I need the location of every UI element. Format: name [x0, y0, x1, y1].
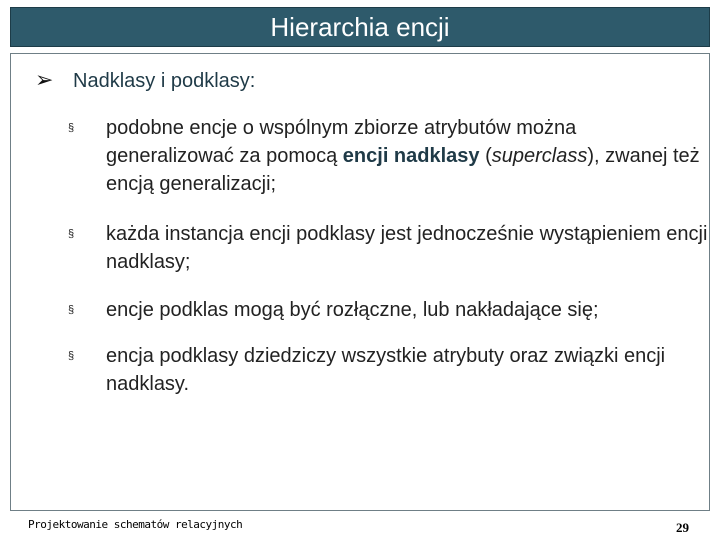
list-item: [68, 220, 708, 276]
bullet-text-segment: podobne encje o wspólnym zbiorze atrybutów można generalizować za pomocą: [106, 117, 577, 167]
section-heading-text: [73, 68, 255, 94]
bullet-text-segment: (: [479, 145, 492, 167]
bullet-text: [106, 114, 708, 198]
list-item: [68, 342, 708, 398]
bullet-marker: §: [68, 228, 75, 240]
list-item: [68, 296, 708, 324]
bullet-marker: §: [68, 350, 75, 362]
heading-part-nadklasy: Nadklasy: [73, 70, 156, 92]
section-heading: [35, 68, 255, 94]
footer-course-title: Projektowanie schematów relacyjnych: [28, 518, 243, 531]
heading-part-colon: :: [249, 70, 256, 92]
bullet-text: encja podklasy dziedziczy wszystkie atrybuty oraz związki encji nadklasy.: [106, 345, 666, 395]
arrow-bullet-icon: ➢: [35, 67, 54, 92]
page-number: 29: [676, 520, 689, 535]
slide-title-bar: [10, 7, 710, 47]
term-superclass: superclass: [491, 145, 588, 167]
list-item: [68, 114, 708, 198]
bullet-text: każda instancja encji podklasy jest jednocześnie wystąpieniem encji nadklasy;: [106, 223, 708, 273]
bullet-marker: §: [68, 122, 75, 134]
term-encji-nadklasy: encji nadklasy: [342, 145, 480, 167]
heading-part-podklasy: podklasy: [170, 70, 250, 92]
bullet-text: encje podklas mogą być rozłączne, lub nakładające się;: [106, 299, 599, 321]
heading-part-connector: i: [155, 70, 171, 92]
bullet-text-segment: ), zwanej też encją generalizacji;: [106, 145, 700, 195]
bullet-marker: §: [68, 304, 75, 316]
slide-title: Hierarchia encji: [270, 12, 450, 42]
